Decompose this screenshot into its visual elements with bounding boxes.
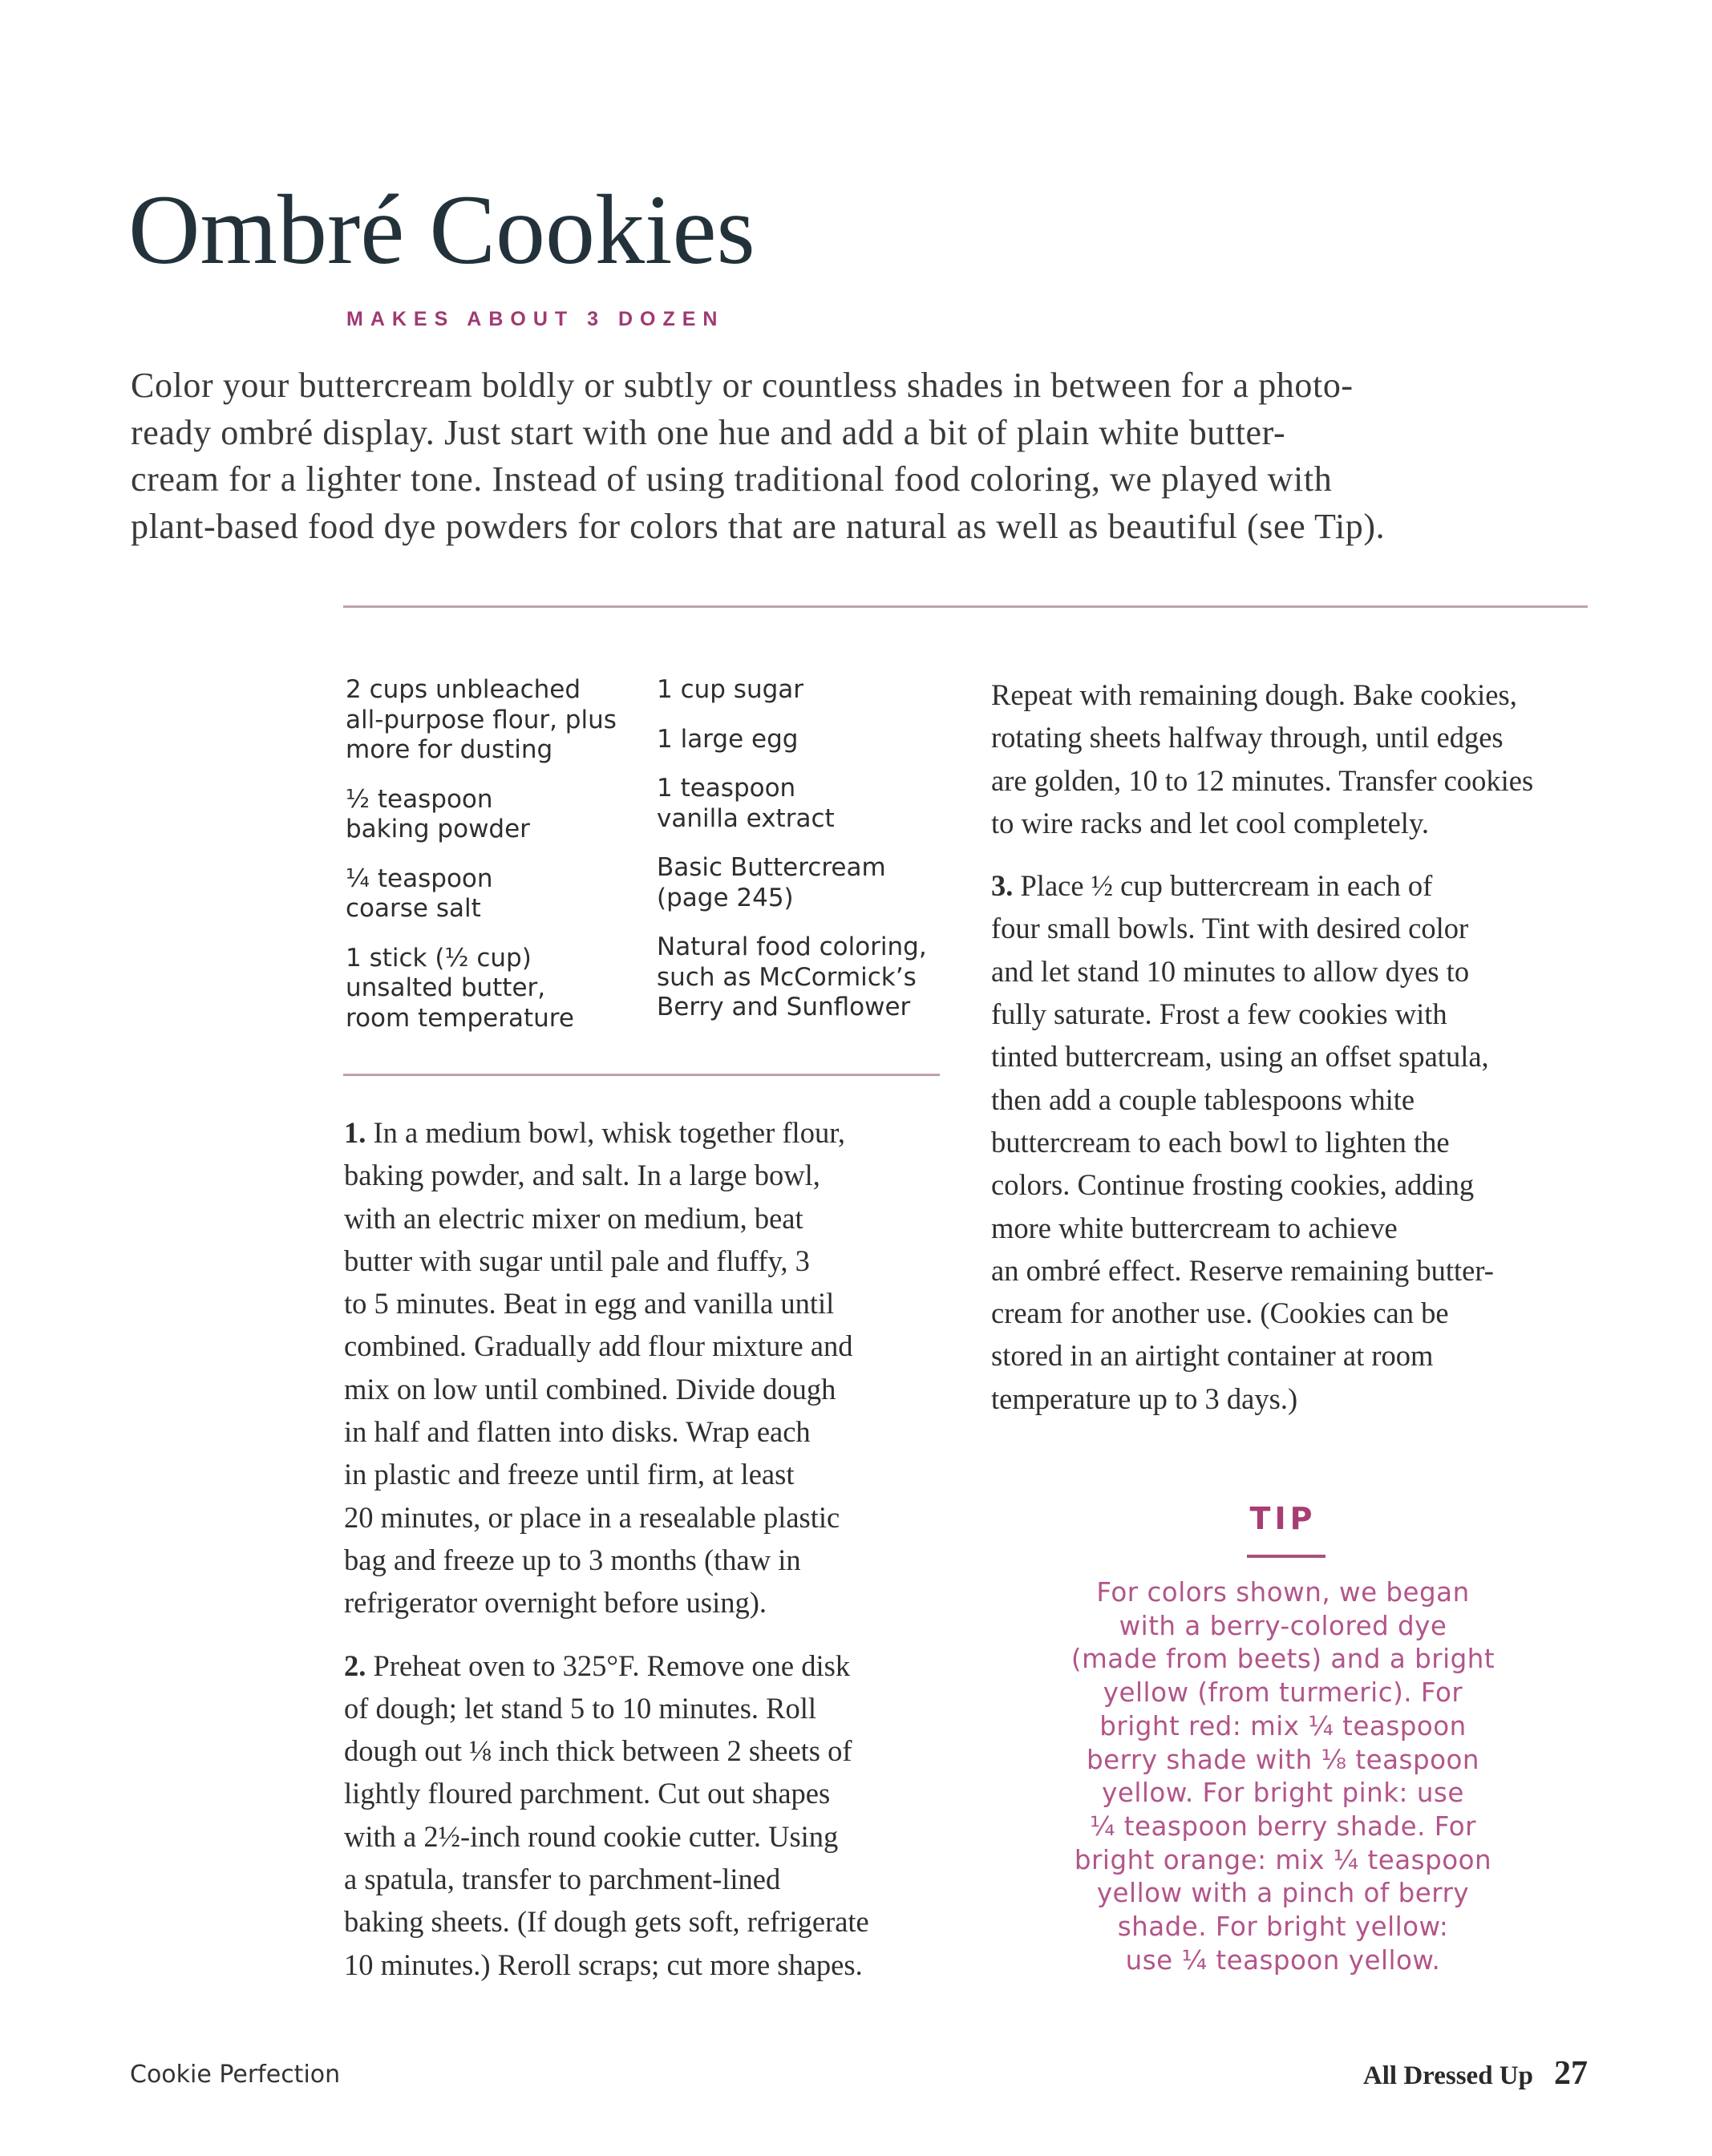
tip-line: yellow. For bright pink: use [1102, 1778, 1464, 1809]
ingredient-item [657, 675, 961, 706]
ingredient-line: 2 cups unbleached [346, 675, 581, 704]
step-line: cream for another use. (Cookies can be [991, 1296, 1449, 1330]
ingredient-line: 1 teaspoon [657, 774, 796, 803]
step-line [344, 1644, 953, 1687]
intro-line: plant-based food dye powders for colors that are natural as well as beautiful (see Tip). [131, 506, 1386, 546]
tip-line: with a berry-colored dye [1119, 1610, 1447, 1641]
tip-line: yellow (from turmeric). For [1103, 1677, 1463, 1709]
footer-section-name: All Dressed Up [1362, 2061, 1533, 2090]
ingredient-item [346, 785, 650, 845]
step-line: with a 2½-inch round cookie cutter. Using [344, 1819, 839, 1853]
step-1 [344, 1111, 953, 1624]
ingredient-line: ¼ teaspoon [346, 864, 493, 893]
step-line: butter with sugar until pale and fluffy, 3 [344, 1244, 810, 1277]
step-line: to 5 minutes. Beat in egg and vanilla until [344, 1287, 835, 1321]
step-line: four small bowls. Tint with desired color [991, 912, 1469, 945]
ingredient-line: all-purpose flour, plus [346, 705, 617, 734]
step-line: dough out ⅛ inch thick between 2 sheets of [344, 1734, 852, 1768]
intro-line: ready ombré display. Just start with one hue and add a bit of plain white butter- [131, 412, 1286, 452]
step-line: rotating sheets halfway through, until edges [991, 721, 1504, 754]
tip-line: (made from beets) and a bright [1071, 1644, 1495, 1675]
ingredient-item [346, 675, 650, 766]
step-number: 2. [344, 1648, 366, 1682]
ingredient-line: more for dusting [346, 735, 553, 764]
ingredient-line: baking powder [346, 815, 530, 843]
steps-column-1 [344, 1111, 953, 2006]
tip-line: yellow with a pinch of berry [1096, 1878, 1470, 1909]
tip-line: bright orange: mix ¼ teaspoon [1074, 1844, 1492, 1875]
step-2 [344, 1644, 953, 1986]
tip-line: bright red: mix ¼ teaspoon [1099, 1710, 1467, 1741]
step-line: then add a couple tablespoons white [991, 1082, 1415, 1116]
tip-line: ¼ teaspoon berry shade. For [1089, 1810, 1477, 1842]
tip-heading: TIP [1249, 1501, 1317, 1536]
ingredient-line: Basic Buttercream [657, 853, 886, 882]
step-line: to wire racks and let cool completely. [991, 806, 1429, 839]
ingredient-line: room temperature [346, 1003, 574, 1033]
step-line [991, 864, 1601, 907]
step-line: and let stand 10 minutes to allow dyes to [991, 954, 1470, 988]
ingredients-column-2 [657, 675, 961, 1042]
tip-line: shade. For bright yellow: [1117, 1911, 1449, 1943]
ingredient-line: ½ teaspoon [346, 784, 493, 814]
step-text: In a medium bowl, whisk together flour, [366, 1116, 846, 1149]
step-line: of dough; let stand 5 to 10 minutes. Roll [344, 1691, 817, 1725]
step-text: Place ½ cup buttercream in each of [1013, 869, 1433, 903]
ingredient-line: 1 stick (½ cup) [346, 943, 532, 973]
step-line: are golden, 10 to 12 minutes. Transfer cookies [991, 763, 1534, 797]
step-line: stored in an airtight container at room [991, 1339, 1434, 1373]
step-number: 1. [344, 1116, 366, 1149]
step-line: fully saturate. Frost a few cookies with [991, 997, 1447, 1031]
intro-line: Color your buttercream boldly or subtly or countless shades in between for a photo- [131, 366, 1354, 405]
footer-book-title: Cookie Perfection [130, 2061, 341, 2089]
ingredient-line: 1 cup sugar [657, 675, 804, 704]
ingredient-line: (page 245) [657, 883, 794, 912]
tip-line: berry shade with ⅛ teaspoon [1087, 1744, 1479, 1775]
step-line: combined. Gradually add flour mixture and [344, 1329, 853, 1363]
tip-body [1034, 1576, 1532, 1977]
step-line [344, 1111, 953, 1154]
step-number: 3. [991, 869, 1014, 903]
step-2-continued [991, 673, 1601, 844]
intro-line: cream for a lighter tone. Instead of using traditional food coloring, we played with [131, 459, 1333, 499]
ingredient-item [657, 932, 961, 1023]
step-line: 20 minutes, or place in a resealable plastic [344, 1500, 840, 1534]
steps-column-2 [991, 673, 1601, 1440]
step-line: Repeat with remaining dough. Bake cookies, [991, 678, 1517, 711]
step-line: lightly floured parchment. Cut out shapes [344, 1777, 831, 1810]
ingredient-line: such as McCormick’s [657, 962, 917, 992]
ingredient-line: coarse salt [346, 894, 481, 923]
step-line: tinted buttercream, using an offset spatula, [991, 1040, 1489, 1074]
step-line: temperature up to 3 days.) [991, 1381, 1298, 1415]
step-line: in half and flatten into disks. Wrap each [344, 1415, 811, 1449]
tip-line: use ¼ teaspoon yellow. [1125, 1944, 1441, 1976]
ingredient-item [657, 725, 961, 755]
tip-line: For colors shown, we began [1096, 1577, 1470, 1608]
ingredient-line: Berry and Sunflower [657, 993, 911, 1021]
tip-underline [1247, 1555, 1325, 1558]
step-line: refrigerator overnight before using). [344, 1586, 767, 1620]
ingredient-line: vanilla extract [657, 803, 835, 833]
step-text: Preheat oven to 325°F. Remove one disk [366, 1648, 851, 1682]
footer-section [1315, 2054, 1588, 2093]
ingredients-divider [343, 1074, 940, 1076]
step-3 [991, 864, 1601, 1420]
step-line: with an electric mixer on medium, beat [344, 1201, 803, 1235]
step-line: in plastic and freeze until firm, at least [344, 1458, 795, 1491]
ingredient-item [657, 774, 961, 834]
ingredient-item [346, 944, 650, 1034]
ingredient-line: Natural food coloring, [657, 932, 927, 961]
step-line: buttercream to each bowl to lighten the [991, 1125, 1450, 1159]
step-line: 10 minutes.) Reroll scraps; cut more shapes. [344, 1948, 863, 1981]
ingredients-column-1 [346, 675, 650, 1053]
step-line: a spatula, transfer to parchment-lined [344, 1863, 781, 1896]
step-line: baking powder, and salt. In a large bowl, [344, 1159, 820, 1192]
page-number: 27 [1554, 2055, 1588, 2092]
recipe-title: Ombré Cookies [128, 175, 755, 285]
step-line: more white buttercream to achieve [991, 1211, 1398, 1244]
step-line: colors. Continue frosting cookies, adding [991, 1168, 1475, 1202]
ingredient-item [346, 864, 650, 924]
ingredient-item [657, 853, 961, 913]
step-line: an ombré effect. Reserve remaining butter- [991, 1253, 1494, 1287]
top-divider [343, 605, 1588, 608]
step-line: bag and freeze up to 3 months (thaw in [344, 1543, 801, 1576]
recipe-intro [131, 362, 1622, 550]
recipe-yield: MAKES ABOUT 3 DOZEN [346, 308, 725, 330]
step-line: baking sheets. (If dough gets soft, refrigerate [344, 1905, 869, 1939]
ingredient-line: 1 large egg [657, 724, 799, 754]
ingredient-line: unsalted butter, [346, 973, 546, 1002]
step-line: mix on low until combined. Divide dough [344, 1372, 836, 1406]
